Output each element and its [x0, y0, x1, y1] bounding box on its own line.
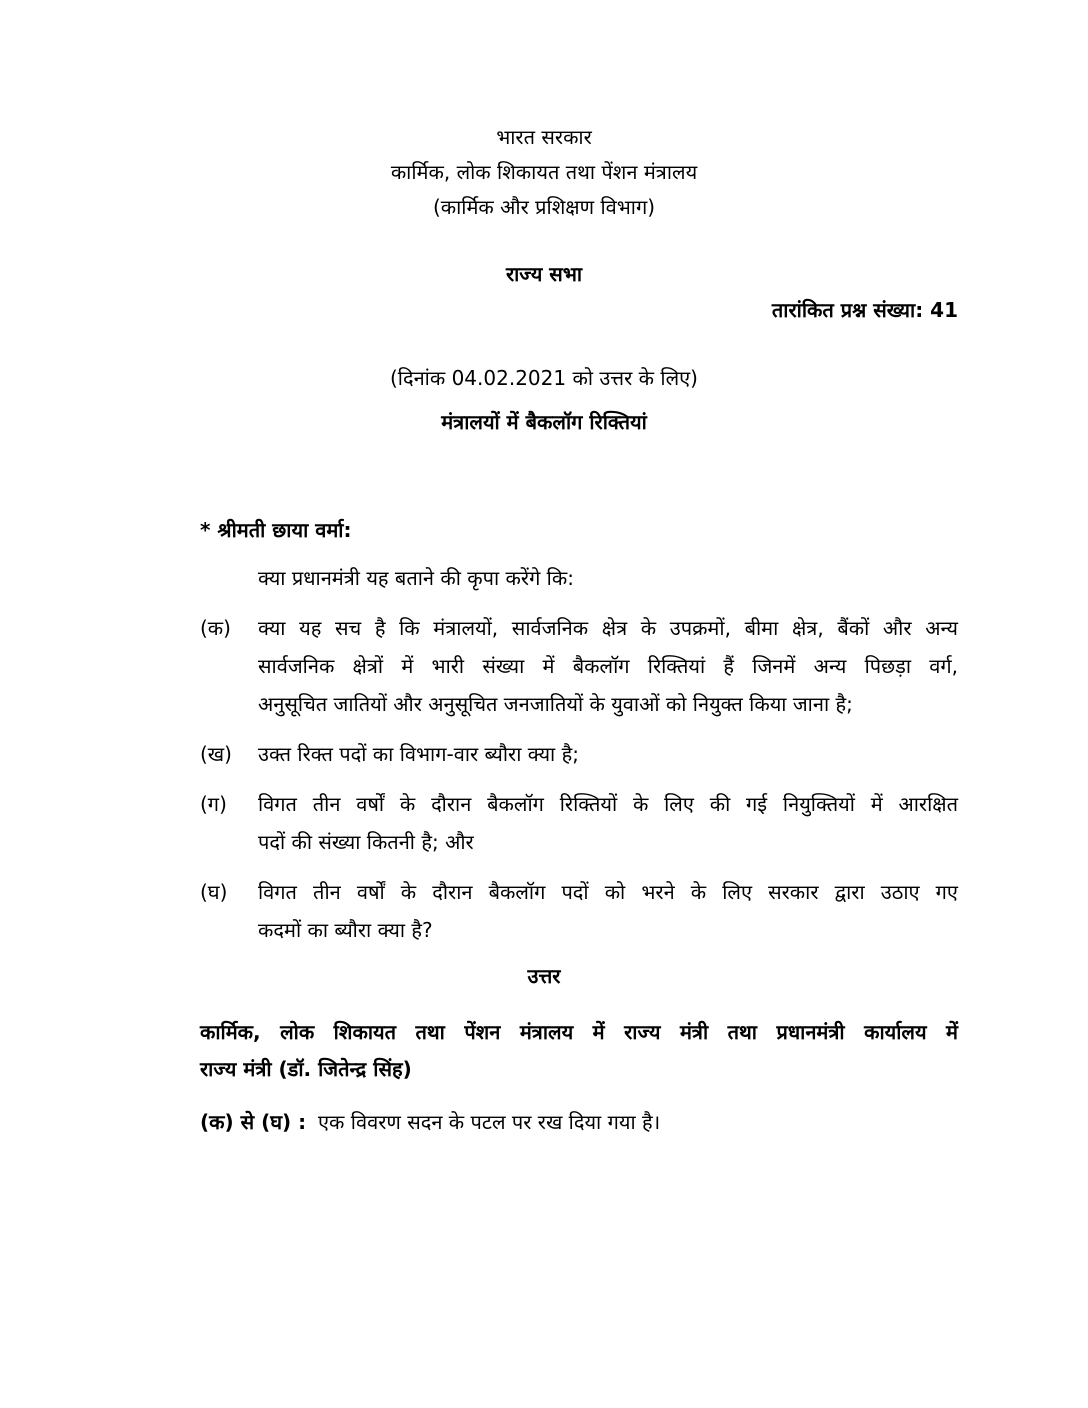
answer-text: एक विवरण सदन के पटल पर रख दिया गया है। — [318, 1110, 661, 1134]
question-ga-line-2: पदों की संख्या कितनी है; और — [258, 830, 474, 854]
department-heading: (कार्मिक और प्रशिक्षण विभाग) — [432, 195, 656, 219]
question-label-kha: (ख) — [200, 742, 232, 766]
question-label-ga: (ग) — [200, 792, 227, 816]
subject-heading: मंत्रालयों में बैकलॉग रिक्तियां — [441, 410, 647, 434]
ministry-heading: कार्मिक, लोक शिकायत तथा पेंशन मंत्रालय — [390, 160, 698, 184]
house-heading: राज्य सभा — [505, 262, 583, 286]
question-kha-line-1: उक्त रिक्त पदों का विभाग-वार ब्यौरा क्या है; — [258, 742, 579, 766]
answer-label: (क) से (घ) : — [200, 1110, 307, 1134]
minister-line-2: राज्य मंत्री (डॉ. जितेन्द्र सिंह) — [200, 1057, 412, 1081]
member-name: * श्रीमती छाया वर्मा: — [200, 518, 352, 542]
government-heading: भारत सरकार — [496, 125, 592, 149]
question-ka-line-2: सार्वजनिक क्षेत्रों में भारी संख्या में बैकलॉग रिक्तियां हैं जिनमें अन्य पिछड़ा वर्ग, — [258, 654, 958, 678]
question-label-gha: (घ) — [200, 880, 228, 904]
answer-date: (दिनांक 04.02.2021 को उत्तर के लिए) — [389, 366, 698, 390]
answer-heading: उत्तर — [527, 964, 561, 988]
question-gha-line-2: कदमों का ब्यौरा क्या है? — [258, 918, 433, 942]
question-label-ka: (क) — [200, 616, 231, 640]
question-gha-line-1: विगत तीन वर्षों के दौरान बैकलॉग पदों को भरने के लिए सरकार द्वारा उठाए गए — [258, 880, 958, 904]
question-ka-line-1: क्या यह सच है कि मंत्रालयों, सार्वजनिक क्षेत्र के उपक्रमों, बीमा क्षेत्र, बैंकों और अन्य — [258, 616, 958, 640]
question-ka-line-3: अनुसूचित जातियों और अनुसूचित जनजातियों के युवाओं को नियुक्त किया जाना है; — [258, 692, 853, 716]
minister-line-1: कार्मिक, लोक शिकायत तथा पेंशन मंत्रालय में राज्य मंत्री तथा प्रधानमंत्री कार्यालय में — [200, 1020, 958, 1044]
question-intro: क्या प्रधानमंत्री यह बताने की कृपा करेंगे कि: — [258, 566, 574, 590]
question-ga-line-1: विगत तीन वर्षों के दौरान बैकलॉग रिक्तियों के लिए की गई नियुक्तियों में आरक्षित — [258, 792, 958, 816]
question-number: तारांकित प्रश्न संख्या: 41 — [771, 298, 958, 322]
